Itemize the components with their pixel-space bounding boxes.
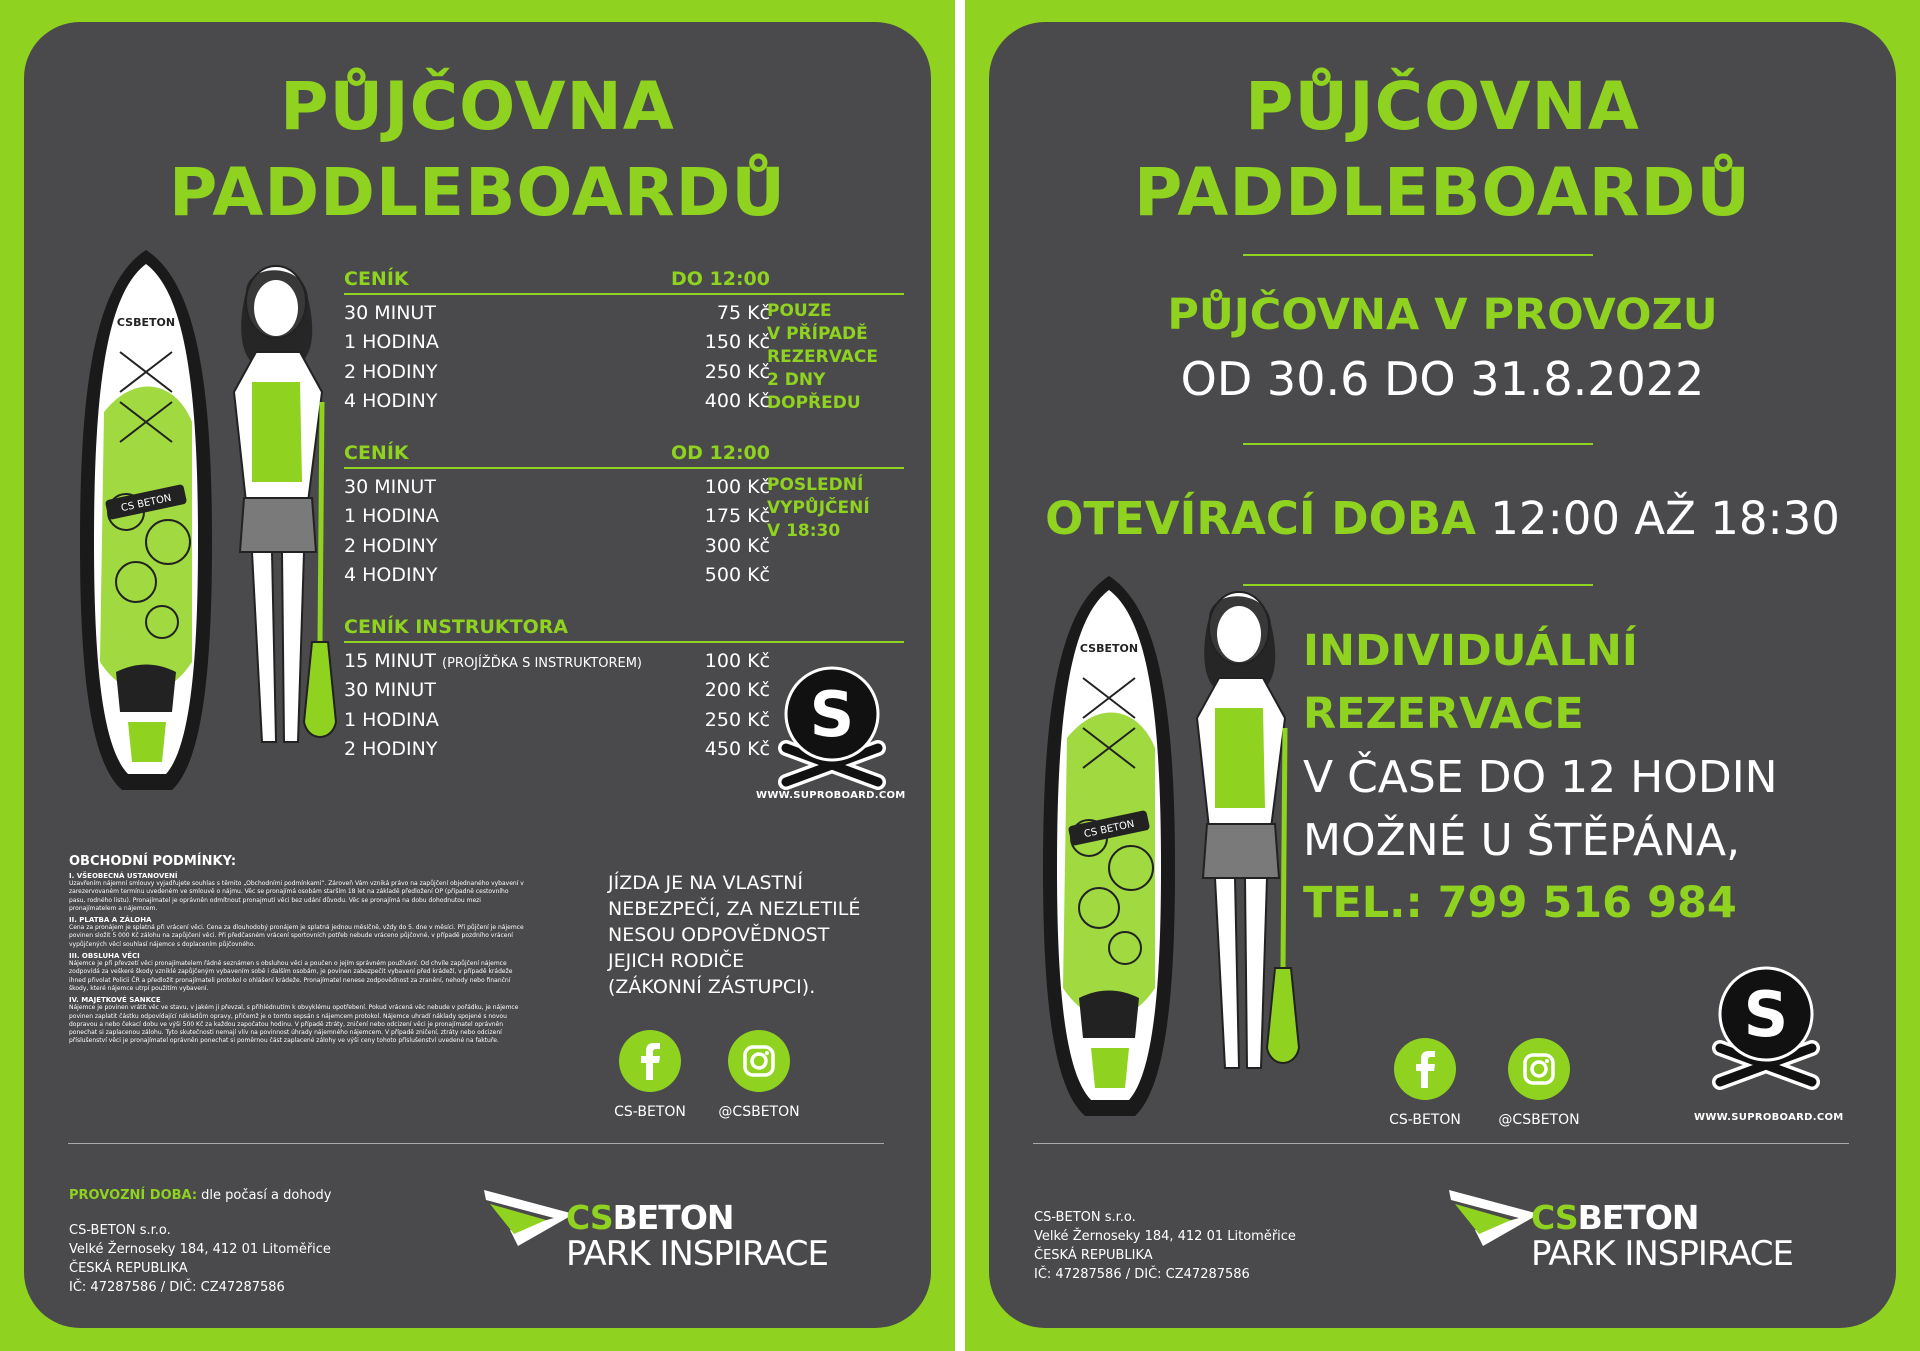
suproboard-logo [1706,962,1826,1092]
in-operation-label: PŮJČOVNA V PROVOZU [1167,290,1718,340]
divider [1243,254,1593,256]
csbeton-logo-mark [484,1190,574,1250]
price-row: 4 HODINY 400 Kč [344,390,770,413]
operating-label: PROVOZNÍ DOBA: [69,1188,198,1203]
price-row: 30 MINUT 100 Kč [344,475,770,498]
price-row: 1 HODINA 250 Kč [344,708,770,731]
price-row: 2 HODINY 450 Kč [344,738,770,761]
footer-divider [68,1143,884,1144]
poster-card [24,22,931,1328]
opening-hours-value: 12:00 AŽ 18:30 [1476,492,1840,545]
footer-divider [1033,1143,1849,1144]
pricing-period: DO 12:00 [670,268,770,290]
svg-text:CSBETON: CSBETON [116,316,176,329]
last-rental-note: POSLEDNÍ VYPŮJČENÍ V 18:30 [767,475,870,541]
svg-text:S: S [1743,978,1789,1051]
price-row: 1 HODINA 150 Kč [344,331,770,354]
footer-info: PROVOZNÍ DOBA: dle počasí a dohody CS-BETON s.r.o. Velké Žernoseky 184, 412 01 Litoměřice ČESKÁ REPUBLIKA IČ: 47287586 / DIČ: CZ47287586 [69,1188,332,1295]
facebook-link[interactable]: CS-BETON [1373,1038,1477,1128]
pricing-morning [344,266,770,416]
facebook-icon[interactable] [1394,1038,1456,1100]
terms-heading: OBCHODNÍ PODMÍNKY: [69,854,237,869]
price-row: 2 HODINY 250 Kč [344,360,770,383]
svg-text:CS BETON: CS BETON [1083,818,1136,841]
suproboard-url[interactable]: WWW.SUPROBOARD.COM [1694,1112,1844,1123]
reservation-info: INDIVIDUÁLNÍ REZERVACE V ČASE DO 12 HODIN MOŽNÉ U ŠTĚPÁNA, TEL.: 799 516 984 [1303,620,1778,935]
poster-title: PŮJČOVNA PADDLEBOARDŮ [168,68,787,231]
pricing-period: OD 12:00 [670,442,770,464]
suproboard-logo [772,662,892,792]
price-row: 15 MINUT (PROJÍŽĎKA S INSTRUKTOREM) 100 Kč [344,649,770,672]
csbeton-logo: CSBETON PARK INSPIRACE [566,1198,829,1274]
divider [1243,443,1593,445]
instagram-icon[interactable] [1508,1038,1570,1100]
divider [344,641,904,643]
svg-text:CSBETON: CSBETON [1079,642,1139,655]
risk-disclaimer: JÍZDA JE NA VLASTNÍ NEBEZPEČÍ, ZA NEZLETILÉ NESOU ODPOVĚDNOST JEJICH RODIČE (ZÁKONNÍ ZÁSTUPCI). [608,872,861,998]
svg-text:S: S [809,678,855,751]
pricing-instructor [344,614,770,764]
price-row: 4 HODINY 500 Kč [344,564,770,587]
paddleboard-illustration [76,242,376,802]
pricing-afternoon [344,440,770,590]
opening-hours [989,492,1896,545]
footer-info: CS-BETON s.r.o. Velké Žernoseky 184, 412 01 Litoměřice ČESKÁ REPUBLIKA IČ: 47287586 / DIČ: CZ47287586 [1034,1210,1296,1282]
svg-text:CS BETON: CS BETON [120,492,173,515]
pricing-header: CENÍK [344,268,409,290]
instagram-link[interactable]: @CSBETON [1487,1038,1591,1128]
operating-value: dle počasí a dohody [197,1188,332,1203]
pricing-header: CENÍK INSTRUKTORA [344,616,569,638]
terms-and-conditions: OBCHODNÍ PODMÍNKY: I. VŠEOBECNÁ USTANOVENÍ Uzavřením nájemní smlouvy vyjadřujete souhlas s těmito „Obchodními podmínkami“. Zároveň Vám vzniká právo na zapůjčení objednaného vybavení v zarezervovaném termínu uvedeném ve smlouvě o nájmu. Věc se pronajímá osobám starším 18 let na základě předložení OP (případně cestovního pasu, rodného listu). Pronajímatel je oprávněn odmítnout pronajmutí věci bez udání důvodu. Věc se pronajímá na dobu dohodnutou mezi pronajímatelem a nájemcem. II. PLATBA A ZÁLOHA Cena za pronájem je splatná při vrácení věci. Cena za dlouhodobý pronájem je splatná jednou měsíčně, vždy do 5. dne v měsíci. Při půjčení je nájemce povinen složit 5 000 Kč zálohu na zapůjčení věci. Při předčasném vrácení sportovních potřeb nebude vráceno půjčovné, v případě pozdního vrácení vypůjčených věcí souhlasí nájemce s doplacením půjčovného. III. OBSLUHA VĚCI Nájemce je při převzetí věci pronajímatelem řádně seznámen s obsluhou věci a poučen o jejím správném používání. Od chvíle zapůjčení nájemce zodpovídá za veškeré škody vzniklé zapůjčeným vybavením sobě i dalším osobám, je povinen zabezpečit vybavení před krádeží, v případě krádeže ihned přivolat Policii ČR a předložit pronajímateli protokol o ohlášení krádeže. Pronajímatel nenese zodpovědnost za zranění, nehody nebo finanční škody, které nájemce utrpí použitím vybavení. IV. MAJETKOVÉ SANKCE Nájemce je povinen vrátit věc ve stavu, v jakém ji převzal, s přihlédnutím k obvyklému opotřebení. Pokud vrácená věc nebude v pořádku, je nájemce povinen zaplatit částku odpovídající nákladům opravy, přičemž je o tomto sepsán s nájemcem protokol. Nájemce uhradí náklady spojené s novou dopravou a nebo čekací dobu ve výši 500 Kč za každou započatou hodinu. V případě ztráty, zničení nebo odcizení věci je pronajímatel oprávněn ponechat si zaplacenou zálohu. Tyto skutečnosti nemají vliv na povinnost úhrady nájemného nájemcem. V případě zničení, ztráty nebo odcizení příslušenství věci je pronajímatel oprávněn ponechat si poměrnou část zaplacené zálohy ve výši ceny tohoto příslušenství uvedené na faktuře. [69,854,524,1045]
price-row: 2 HODINY 300 Kč [344,534,770,557]
poster-card [989,22,1896,1328]
divider [344,467,904,469]
price-row: 30 MINUT 75 Kč [344,301,770,324]
pricing-poster [0,0,955,1351]
csbeton-logo-mark [1449,1190,1539,1250]
divider [344,293,904,295]
paddleboard-illustration [1039,568,1339,1128]
opening-hours-label: OTEVÍRACÍ DOBA [1045,492,1476,545]
facebook-icon[interactable] [619,1030,681,1092]
suproboard-url[interactable]: WWW.SUPROBOARD.COM [756,790,906,801]
phone-number[interactable]: TEL.: 799 516 984 [1303,878,1737,928]
facebook-link[interactable]: CS-BETON [598,1030,702,1120]
operation-dates: OD 30.6 DO 31.8.2022 [1180,352,1705,406]
instagram-icon[interactable] [728,1030,790,1092]
info-poster [965,0,1920,1351]
csbeton-logo: CSBETON PARK INSPIRACE [1531,1198,1794,1274]
instagram-link[interactable]: @CSBETON [707,1030,811,1120]
price-row: 30 MINUT 200 Kč [344,679,770,702]
pricing-header: CENÍK [344,442,409,464]
reservation-note: POUZE V PŘÍPADĚ REZERVACE 2 DNY DOPŘEDU [767,301,878,413]
poster-title: PŮJČOVNA PADDLEBOARDŮ [1133,68,1752,231]
price-row: 1 HODINA 175 Kč [344,505,770,528]
